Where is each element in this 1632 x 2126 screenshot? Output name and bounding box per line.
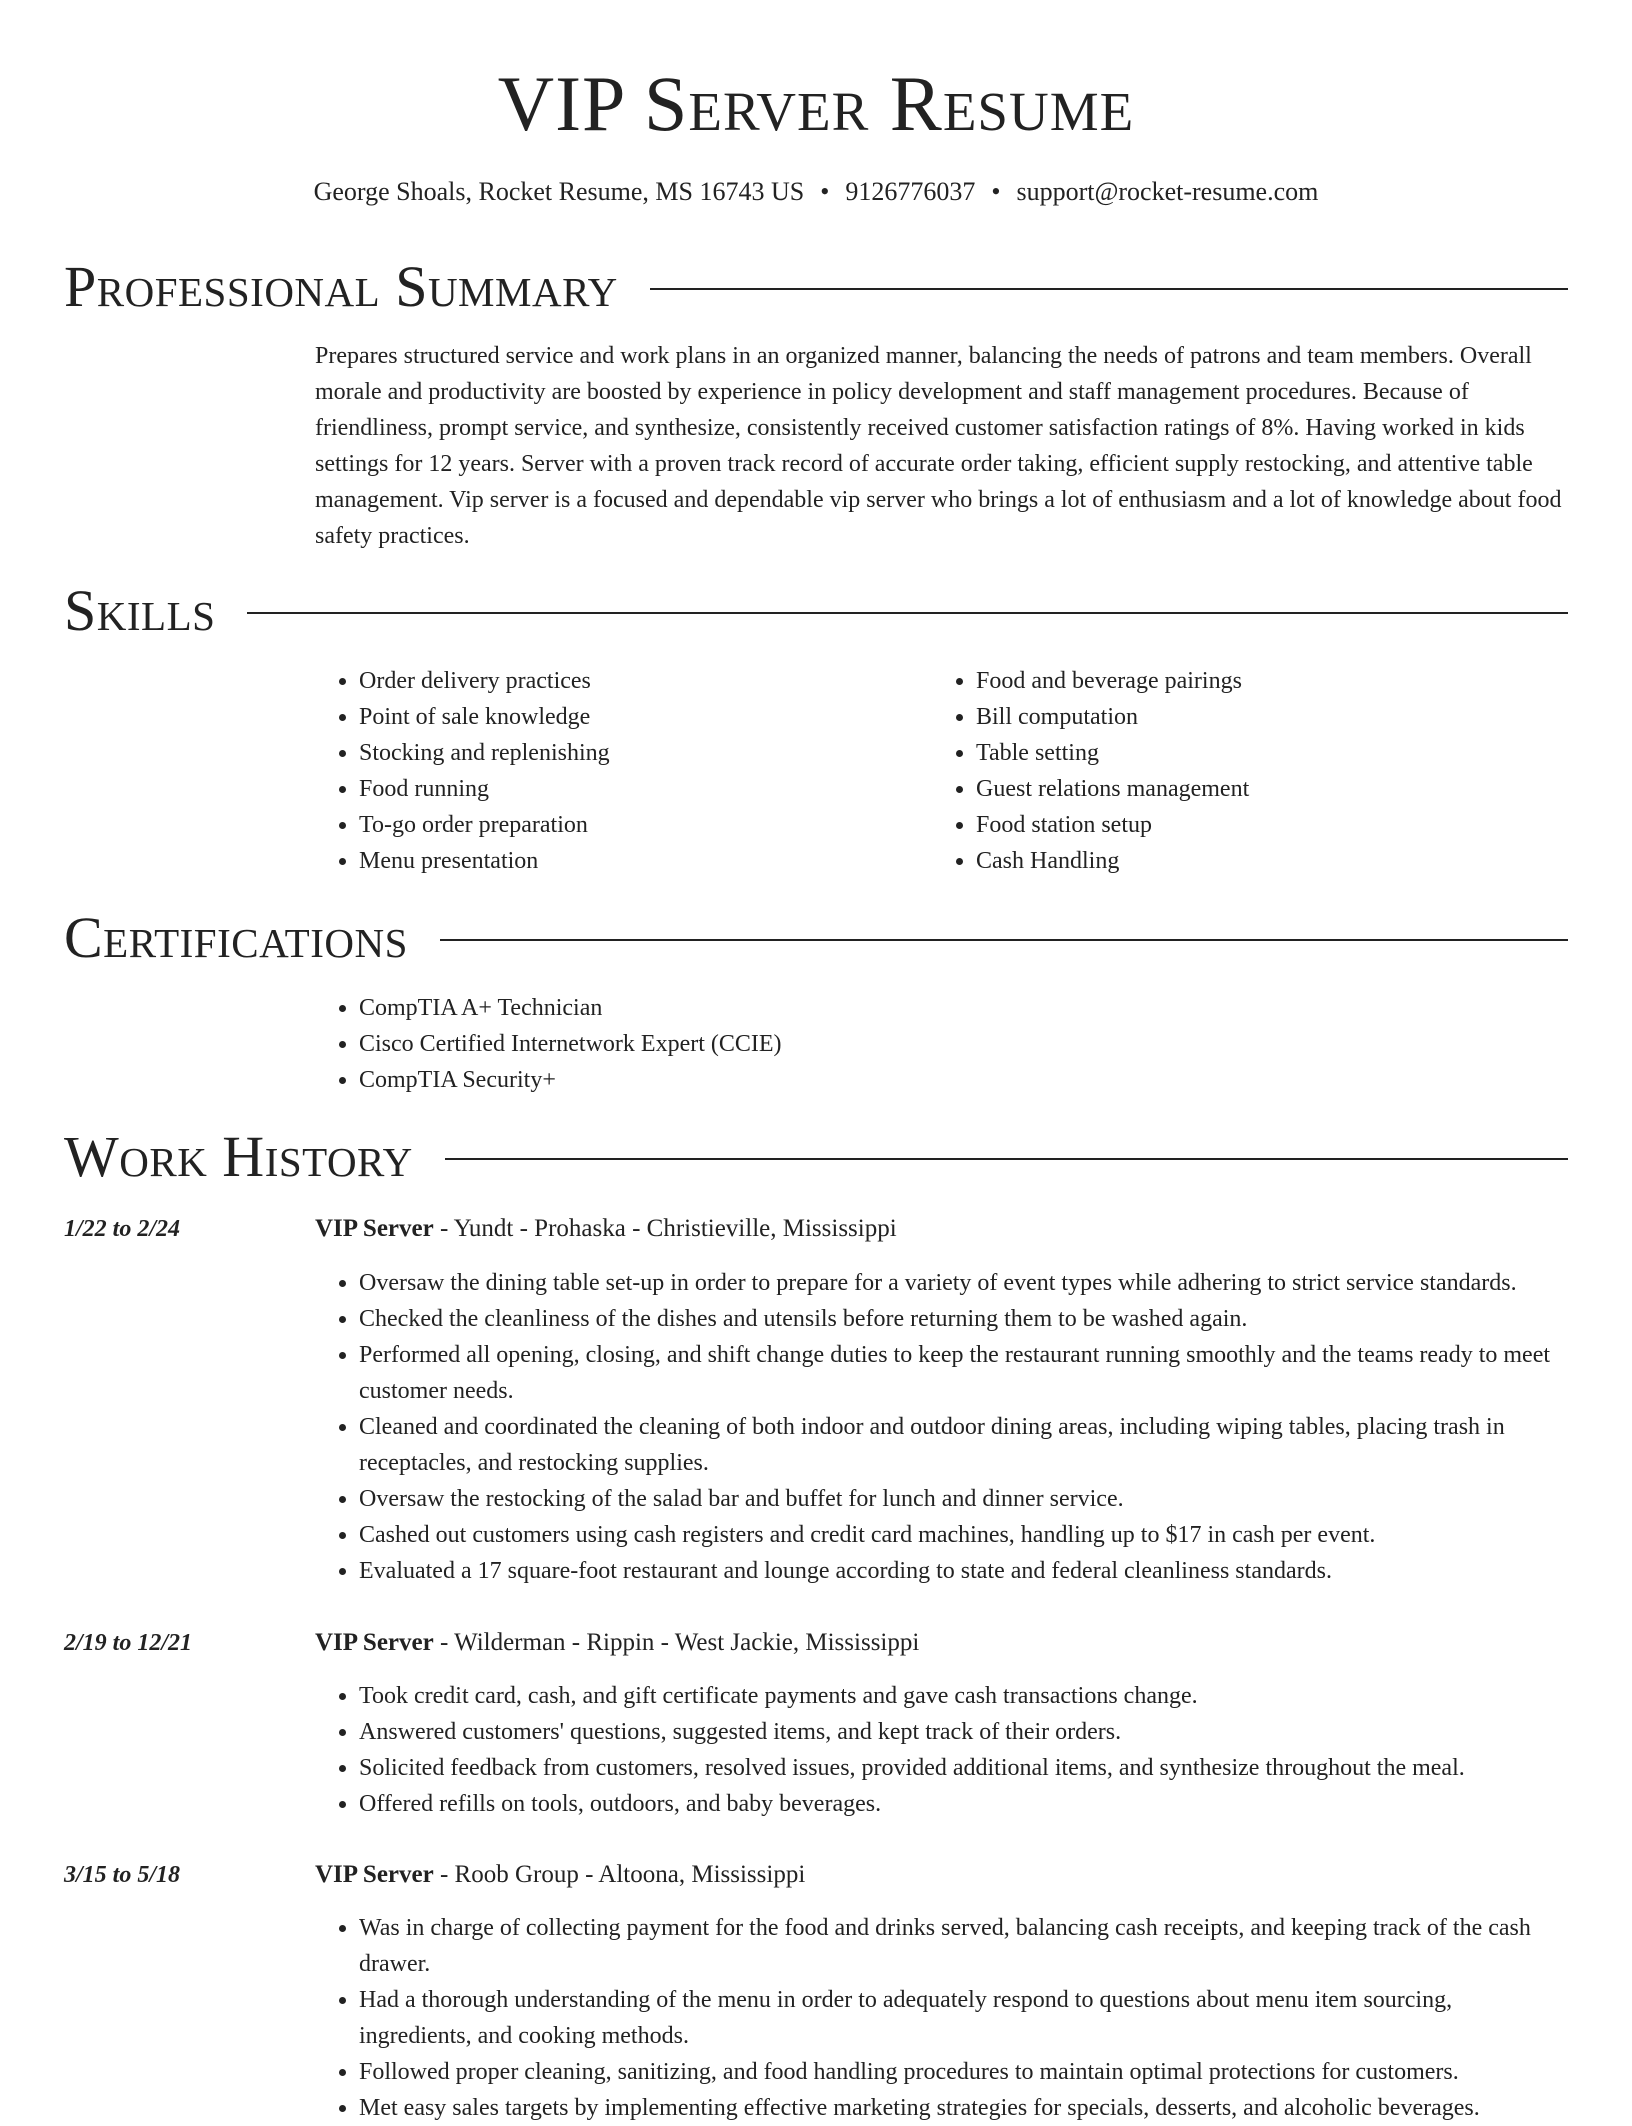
job-employer: - Yundt - Prohaska - Christieville, Mississippi	[433, 1215, 897, 1242]
job-bullets	[315, 1678, 1568, 1822]
job-dates: 1/22 to 2/24	[64, 1216, 181, 1242]
section-header-summary	[64, 254, 1568, 320]
section-title-summary: Professional Summary	[64, 254, 618, 319]
job-bullet: • Was in charge of collecting payment for the food and drinks served, balancing cash receipts, and keeping track of the cash drawer.	[359, 1910, 1568, 1982]
job-bullet: • Followed proper cleaning, sanitizing, and food handling procedures to maintain optimal protections for customers.	[359, 2054, 1568, 2090]
skill-item: • Guest relations management	[976, 771, 1532, 807]
job-title-line	[315, 1211, 1568, 1247]
section-divider	[650, 288, 1568, 290]
contact-address: George Shoals, Rocket Resume, MS 16743 US	[313, 177, 805, 206]
skill-item: • Point of sale knowledge	[359, 699, 915, 735]
job-bullet: • Answered customers' questions, suggested items, and kept track of their orders.	[359, 1714, 1568, 1750]
job-title-line	[315, 1625, 1568, 1661]
certification-item: • Cisco Certified Internetwork Expert (CCIE)	[359, 1026, 1515, 1062]
contact-line	[0, 174, 1632, 210]
certification-item: • CompTIA A+ Technician	[359, 990, 1515, 1026]
section-title-work-history: Work History	[64, 1124, 413, 1189]
section-divider	[445, 1158, 1568, 1160]
job-role: VIP Server	[315, 1629, 434, 1656]
skills-column-left	[315, 663, 915, 879]
job-dates: 2/19 to 12/21	[64, 1630, 193, 1656]
job-bullet: • Offered refills on tools, outdoors, and baby beverages.	[359, 1786, 1568, 1822]
skill-item: • Cash Handling	[976, 843, 1532, 879]
section-title-certifications: Certifications	[64, 905, 408, 970]
job-employer: - Wilderman - Rippin - West Jackie, Mississippi	[433, 1629, 920, 1656]
skill-item: • Order delivery practices	[359, 663, 915, 699]
section-title-skills: Skills	[64, 578, 216, 643]
skill-item: • Food and beverage pairings	[976, 663, 1532, 699]
certification-item: • CompTIA Security+	[359, 1062, 1515, 1098]
job-bullets	[315, 1265, 1568, 1589]
job-bullet: • Met easy sales targets by implementing effective marketing strategies for specials, desserts, and alcoholic beverages.	[359, 2090, 1568, 2126]
section-divider	[247, 612, 1568, 614]
job-bullet: • Cleaned and coordinated the cleaning of both indoor and outdoor dining areas, including wiping tables, placing trash in receptacles, and restocking supplies.	[359, 1409, 1568, 1481]
resume-title: VIP Server Resume	[497, 60, 1135, 147]
skills-column-right	[932, 663, 1532, 879]
job-bullets	[315, 1910, 1568, 2126]
section-header-certifications	[64, 905, 1568, 971]
job-role: VIP Server	[315, 1215, 434, 1242]
job-role: VIP Server	[315, 1861, 434, 1888]
skill-item: • Food running	[359, 771, 915, 807]
contact-phone: 9126776037	[845, 177, 976, 206]
skill-item: • Table setting	[976, 735, 1532, 771]
summary-text: Prepares structured service and work plans in an organized manner, balancing the needs of patrons and team members. Overall morale and productivity are boosted by experience in policy development and staff management procedures. Because of friendliness, prompt service, and synthesize, consistently received customer satisfaction ratings of 8%. Having worked in kids settings for 12 years. Server with a proven track record of accurate order taking, efficient supply restocking, and attentive table management. Vip server is a focused and dependable vip server who brings a lot of enthusiasm and a lot of knowledge about food safety practices.	[315, 343, 1562, 549]
section-header-skills	[64, 578, 1568, 644]
certifications-list	[315, 990, 1515, 1098]
section-divider	[440, 939, 1568, 941]
section-header-work-history	[64, 1124, 1568, 1190]
skill-item: • To-go order preparation	[359, 807, 915, 843]
skill-item: • Menu presentation	[359, 843, 915, 879]
skill-item: • Stocking and replenishing	[359, 735, 915, 771]
job-bullet: • Performed all opening, closing, and shift change duties to keep the restaurant running smoothly and the teams ready to meet customer needs.	[359, 1337, 1568, 1409]
contact-email[interactable]: support@rocket-resume.com	[1016, 177, 1319, 206]
job-dates: 3/15 to 5/18	[64, 1862, 181, 1888]
contact-separator: •	[820, 177, 830, 206]
job-bullet: • Solicited feedback from customers, resolved issues, provided additional items, and synthesize throughout the meal.	[359, 1750, 1568, 1786]
job-bullet: • Oversaw the restocking of the salad bar and buffet for lunch and dinner service.	[359, 1481, 1568, 1517]
job-bullet: • Oversaw the dining table set-up in order to prepare for a variety of event types while adhering to strict service standards.	[359, 1265, 1568, 1301]
contact-separator: •	[991, 177, 1001, 206]
job-bullet: • Checked the cleanliness of the dishes and utensils before returning them to be washed again.	[359, 1301, 1568, 1337]
skill-item: • Bill computation	[976, 699, 1532, 735]
job-bullet: • Had a thorough understanding of the menu in order to adequately respond to questions about menu item sourcing, ingredients, and cooking methods.	[359, 1982, 1568, 2054]
job-title-line	[315, 1857, 1568, 1893]
job-bullet: • Evaluated a 17 square-foot restaurant and lounge according to state and federal cleanliness standards.	[359, 1553, 1568, 1589]
job-bullet: • Took credit card, cash, and gift certificate payments and gave cash transactions change.	[359, 1678, 1568, 1714]
job-bullet: • Cashed out customers using cash registers and credit card machines, handling up to $17 in cash per event.	[359, 1517, 1568, 1553]
job-employer: - Roob Group - Altoona, Mississippi	[433, 1861, 806, 1888]
skill-item: • Food station setup	[976, 807, 1532, 843]
